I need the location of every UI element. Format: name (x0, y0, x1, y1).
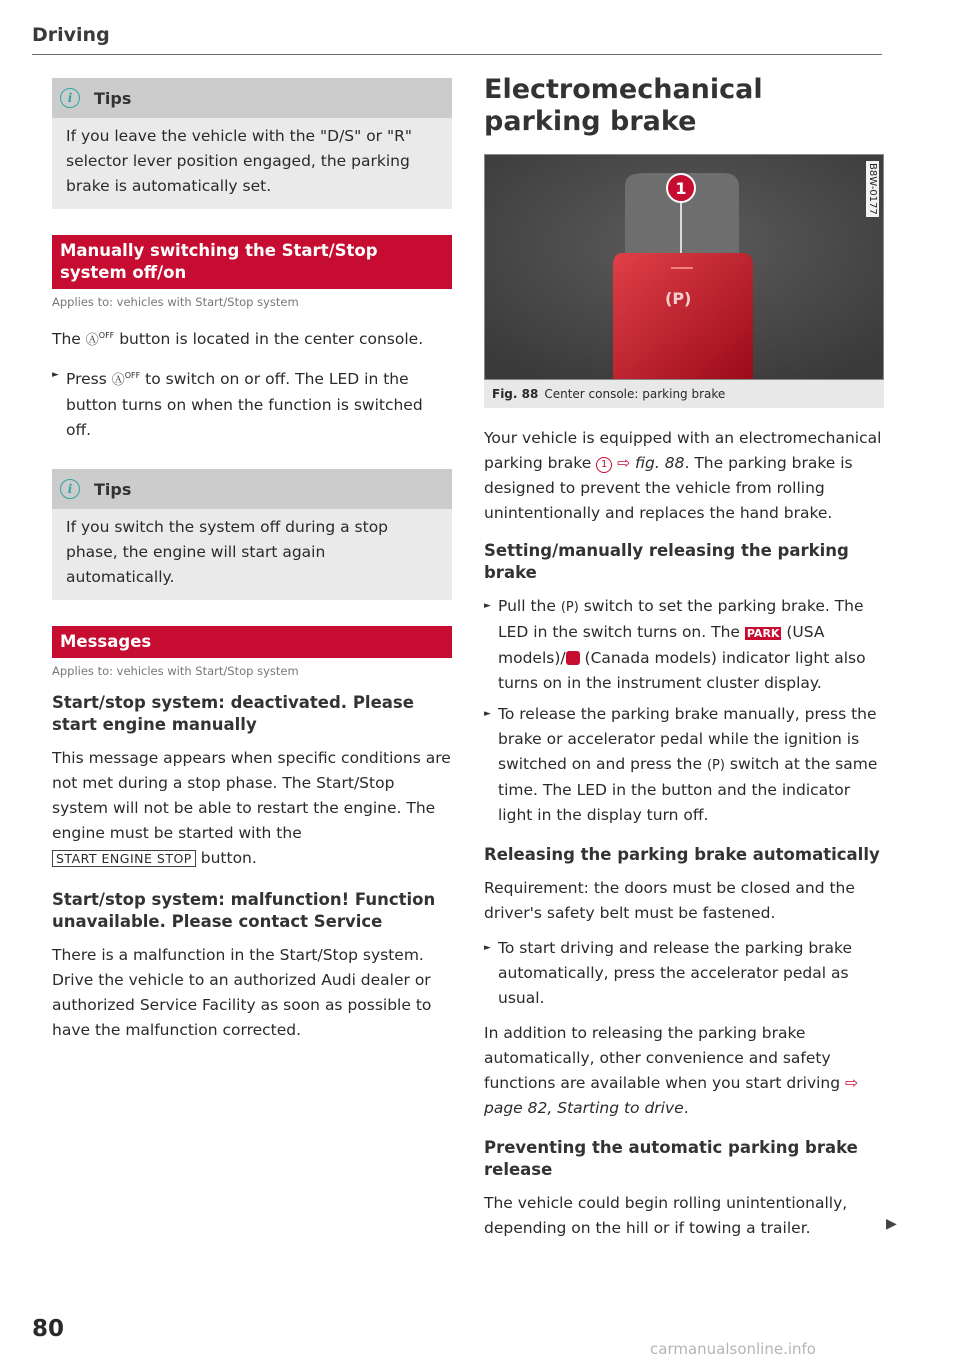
tips-box-1 (52, 78, 452, 209)
message-title-malfunction: Start/stop system: malfunction! Function unavailable. Please contact Service (52, 890, 436, 932)
tips-text: If you leave the vehicle with the "D/S" or "R" selector lever position engaged, the parking brake is automatically set. (66, 127, 413, 195)
callout-1-marker: 1 (666, 173, 696, 203)
message-description: There is a malfunction in the Start/Stop system. Drive the vehicle to an authorized Audi dealer or authorized Service Facility as soon as possible to have the malfunction corrected. (52, 946, 432, 1040)
figure-id: B8W-0177 (867, 163, 878, 215)
chapter-title: Electromechanical parking brake (484, 74, 763, 137)
watermark: carmanualsonline.info (650, 1340, 816, 1358)
page-reference[interactable]: page 82, Starting to drive (484, 1099, 684, 1117)
start-engine-stop-button-label: START ENGINE STOP (52, 850, 196, 867)
instruction-bullet: ► To release the parking brake manually, press the brake or accelerator pedal while the ignition is switched on and press the (P) switch at the same time. The LED in the button and the indicator light in the display turn off. (484, 702, 884, 828)
tips-text: If you switch the system off during a stop phase, the engine will start again automatically. (66, 518, 389, 587)
convenience-paragraph: In addition to releasing the parking brake automatically, other convenience and safety functions are available when you start driving ⇨ page 82, Starting to drive. (484, 1024, 859, 1117)
subheading-setting: Setting/manually releasing the parking brake (484, 541, 849, 582)
applies-to-note: Applies to: vehicles with Start/Stop system (52, 664, 299, 679)
auto-off-button-symbol: Ⓐ (111, 373, 125, 389)
info-icon: i (60, 88, 80, 108)
info-icon: i (60, 479, 80, 499)
parking-indicator-canada-icon (566, 651, 580, 665)
prevent-paragraph: The vehicle could begin rolling unintentionally, depending on the hill or if towing a trailer. (484, 1194, 848, 1237)
subheading-auto-release: Releasing the parking brake automatically (484, 845, 880, 864)
callout-1-inline: 1 (596, 457, 612, 473)
page-number: 80 (32, 1316, 65, 1342)
tips-header (52, 78, 452, 118)
applies-to-note: Applies to: vehicles with Start/Stop system (52, 295, 299, 309)
requirement-paragraph: Requirement: the doors must be closed and the driver's safety belt must be fastened. (484, 879, 855, 922)
auto-off-button-symbol: Ⓐ (85, 333, 99, 349)
parking-brake-symbol: (P) (706, 758, 725, 773)
tips-box-2 (52, 469, 452, 600)
tips-label: Tips (94, 479, 132, 499)
left-column (52, 78, 452, 1053)
instruction-bullet: ► Press Ⓐ$^{OFF}$ to switch on or off. The LED in the button turns on when the function is switched off. (52, 363, 452, 443)
reference-arrow-icon: ⇨ (612, 454, 636, 472)
continue-arrow-icon: ▶ (886, 1216, 897, 1232)
parking-brake-figure (484, 154, 884, 380)
message-description: This message appears when specific conditions are not met during a stop phase. The Start/Stop system will not be able to restart the engine. The engine must be started with the START ENGINE STOP button. (52, 749, 451, 868)
paragraph-button-location: The Ⓐ$^{OFF}$ button is located in the center console. (52, 330, 424, 349)
figure-caption: Fig. 88 Center console: parking brake (484, 380, 884, 408)
parking-brake-switch-symbol: (P) (665, 289, 692, 308)
tips-label: Tips (94, 88, 132, 108)
message-title-deactivated: Start/stop system: deactivated. Please start engine manually (52, 693, 414, 735)
instruction-bullet: ► To start driving and release the parking brake automatically, press the accelerator pedal as usual. (484, 936, 884, 1011)
intro-paragraph: Your vehicle is equipped with an electromechanical parking brake 1 ⇨ fig. 88. The parking brake is designed to prevent the vehicle from rolling unintentionally and replaces the hand brake. (484, 429, 882, 522)
reference-arrow-icon: ⇨ (845, 1074, 859, 1092)
page-header: Driving (32, 24, 882, 55)
park-indicator-usa: PARK (746, 627, 780, 640)
instruction-bullet: ► Pull the (P) switch to set the parking brake. The LED in the switch turns on. The PARK (USA models)/ (Canada models) indicator light also turns on in the instrument cluster display. (484, 594, 884, 696)
section-heading-start-stop: Manually switching the Start/Stop system off/on (52, 235, 452, 289)
parking-brake-symbol: (P) (560, 600, 579, 615)
tips-header (52, 469, 452, 509)
right-column (484, 74, 884, 1251)
subheading-prevent: Preventing the automatic parking brake release (484, 1138, 858, 1179)
section-heading-messages: Messages (52, 626, 452, 658)
